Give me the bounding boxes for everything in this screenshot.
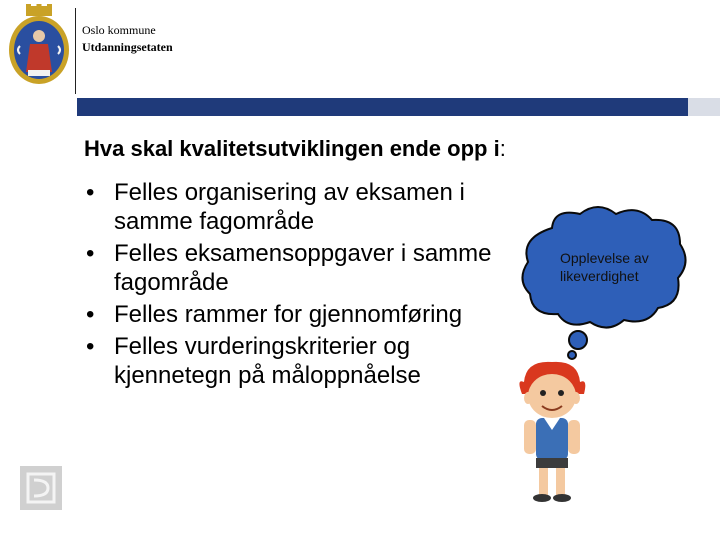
bullet-item: • Felles rammer for gjennomføring: [86, 300, 526, 329]
header-bar-end: [688, 98, 720, 116]
bullet-item: • Felles eksamensoppgaver i samme fagområde: [86, 239, 526, 297]
header-divider: [75, 8, 76, 94]
slide-title-colon: :: [499, 136, 506, 161]
bullet-item: • Felles vurderingskriterier og kjennetegn på måloppnåelse: [86, 332, 526, 390]
oslo-coat-of-arms-icon: [6, 4, 72, 88]
bullet-list: [86, 178, 526, 393]
slide-title-text: Hva skal kvalitetsutviklingen ende opp i: [84, 136, 500, 161]
org-label: [82, 22, 173, 56]
header-bar: [77, 98, 688, 116]
cartoon-boy-icon: [506, 358, 598, 502]
bullet-item: • Felles organisering av eksamen i samme fagområde: [86, 178, 526, 236]
dept-name: Utdanningsetaten: [82, 40, 173, 54]
org-name: Oslo kommune: [82, 23, 156, 37]
oslo-emblem-icon: [20, 466, 62, 510]
cloud-text: Opplevelse av likeverdighet: [560, 250, 649, 284]
slide-title: [84, 136, 506, 162]
